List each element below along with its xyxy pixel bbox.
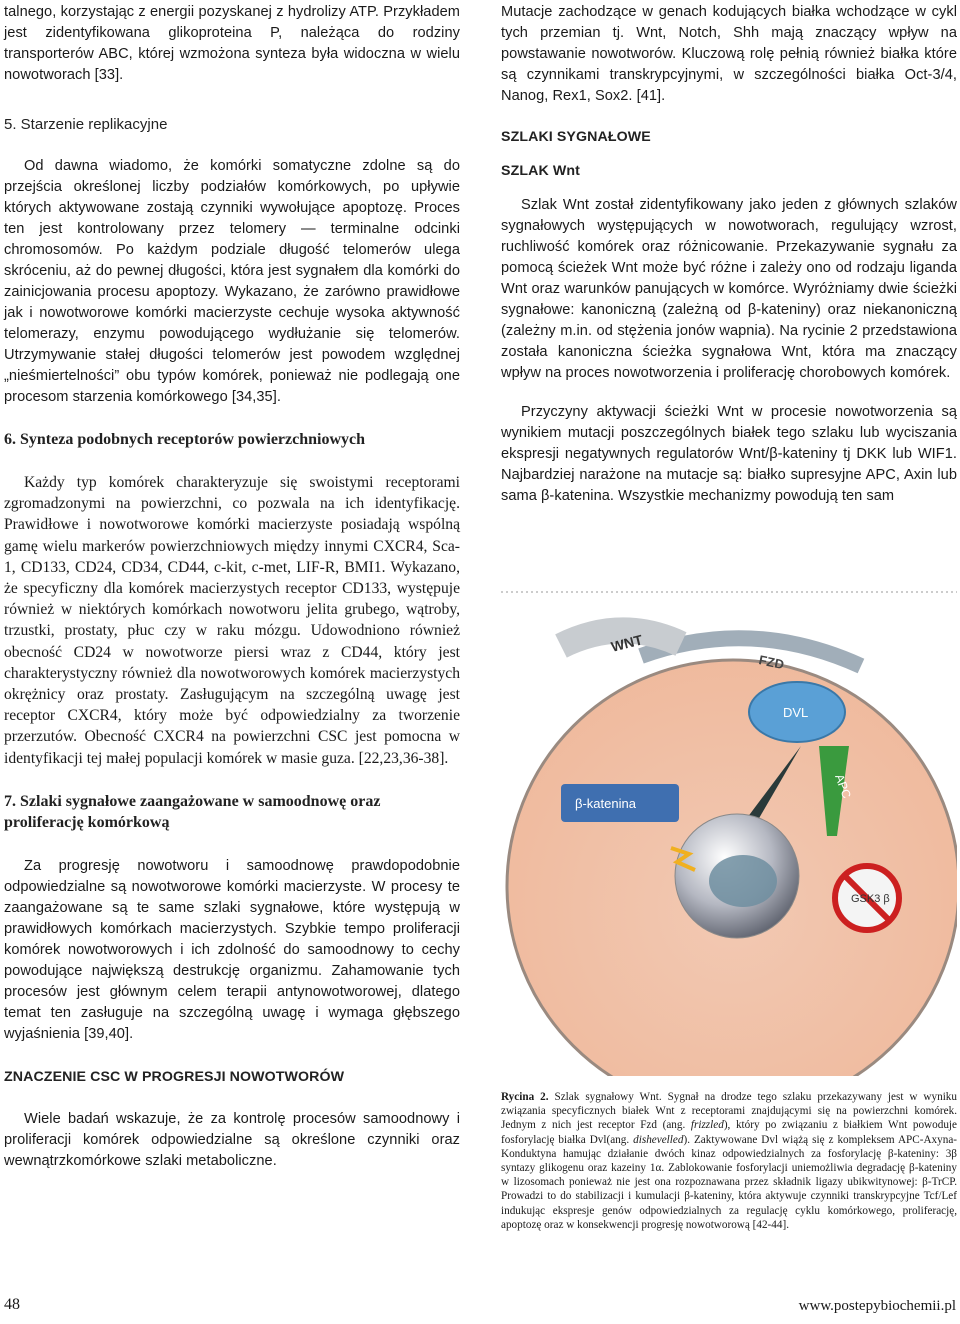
apc-label: APC [832, 772, 854, 801]
wnt-heading: SZLAK Wnt [501, 163, 580, 179]
chromatin [709, 855, 777, 907]
section-7-heading: 7. Szlaki sygnałowe zaangażowane w samoodnowę oraz proliferację komórkową [4, 792, 381, 831]
wnt-label: WNT [609, 631, 645, 655]
section-7-paragraph: Za progresję nowotworu i samoodnowę prawdopodobnie odpowiedzialne są nowotworowe komórki macierzyste. W procesy te zaangażowane są te same szlaki sygnałowe, które występują w prawidłowych komórkach macierzystych. Szybkie tempo proliferacji komórek nowotworowych i ich zdolność do samoodnowy to cechy powodujące największą destrukcję organizmu. Zahamowanie tych procesów jest głównym celem terapii antynowotworowej, dlatego temat ten zasługuje na szczególną uwagę i wymaga głębszego wyjaśnienia [39,40]. [4, 857, 460, 1042]
wnt-paragraph-2: Przyczyny aktywacji ścieżki Wnt w procesie nowotworzenia są wynikiem mutacji poszczególnych białek tego szlaku lub wyciszania ekspresji negatywnych regulatorów Wnt/β-kateniny tj DKK lub WIF1. Najbardziej narażone na mutacje są: białko supresyjne APC, Axin lub sama β-katenina. Wszystkie mechanizmy powodują ten sam [501, 404, 957, 504]
page-number: 48 [4, 1296, 20, 1313]
wnt-paragraph-1: Szlak Wnt został zidentyfikowany jako jeden z głównych szlaków sygnałowych występujących w nowotworach, regulujący wzrost, ruchliwość komórek oraz różnicowanie. Przekazywanie sygnału za pomocą ścieżek Wnt może być różne i zależy ono od rodzaju liganda Wnt oraz warunków panujących w komórce. Wyróżniamy dwie ścieżki sygnałowe: kanoniczną (zależną od β-kateniny) oraz niekanoniczną (zależny m.in. od stężenia jonów wapnia). Na rycinie 2 przedstawiona została kanoniczna ścieżka sygnałowa Wnt, która ma znaczący wpływ na proces nowotworzenia i proliferację chorobowych komórek. [501, 197, 957, 381]
csc-heading: ZNACZENIE CSC W PROGRESJI NOWOTWORÓW [4, 1068, 345, 1085]
szlaki-heading: SZLAKI SYGNAŁOWE [501, 129, 651, 145]
left-column [4, 0, 460, 1172]
caption-text-2: ), który po związaniu z białkiem Wnt powoduje fosforylację białka Dvl(ang. [501, 1119, 957, 1146]
wnt-pathway-diagram [501, 586, 957, 1076]
section-6-heading: 6. Synteza podobnych receptorów powierzchniowych [4, 431, 366, 448]
caption-italic-frizzled: frizzled [690, 1119, 724, 1132]
dvl-label: DVL [783, 705, 809, 720]
caption-italic-dishevelled: dishevelled [633, 1133, 684, 1146]
section-5-paragraph: Od dawna wiadomo, że komórki somatyczne zdolne są do przejścia określonej liczby podziałów komórkowych, po upływie których aktywowane zostają czynniki wywołujące apoptozę. Proces ten jest kontrolowany przez telomery — terminalne odcinki chromosomów. Po każdym podziale długość telomerów ulega skróceniu, aż do pewnej długości, która jest sygnałem dla komórki do zainicjowania procesu apoptozy. Wykazano, że zarówno prawidłowe jak i nowotworowe komórki macierzyste cechuje wysoka aktywność telomerazy, enzymu powodującego wydłużanie się telomerów. Utrzymywanie stałej długości telomerów jest powodem względnej „nieśmiertelności” obu typów komórek, ponieważ nie podlegają one procesom starzenia komórkowego [34,35]. [4, 158, 460, 405]
figure-caption [501, 1090, 957, 1232]
beta-catenin-label: β-katenina [575, 796, 636, 811]
right-column [501, 0, 957, 507]
csc-paragraph: Wiele badań wskazuje, że za kontrolę procesów samoodnowy i proliferacji komórek odpowiedzialne są określone czynniki oraz wewnątrzkomórkowe szlaki metaboliczne. [4, 1110, 460, 1169]
gsk-label: GSK3 β [851, 893, 890, 905]
fzd-label: FZD [757, 652, 786, 673]
section-5-heading: 5. Starzenie replikacyjne [4, 116, 168, 133]
caption-text-1: Szlak sygnałowy Wnt. Sygnał na drodze tego szlaku przekazywany jest w wyniku związania specyficznych białek Wnt z receptorami znajdującymi się na powierzchni komórek. Jednym z nich jest receptor Fzd (ang. [501, 1091, 957, 1132]
journal-url[interactable]: www.postepybiochemii.pl [798, 1298, 956, 1314]
wnt-pathway-figure [501, 586, 957, 1076]
intro-paragraph: talnego, korzystając z energii pozyskanej z hydrolizy ATP. Przykładem jest zidentyfikowana glikoproteina P, należąca do rodziny transporterów ABC, której wzmożona synteza była widoczna w wielu nowotworach [33]. [4, 4, 460, 83]
right-intro-paragraph: Mutacje zachodzące w genach kodujących białka wchodzące w cykl tych przemian tj. Wnt, Notch, Shh mają znaczący wpływ na powstawanie nowotworów. Kluczową rolę pełnią również białka które są czynnikami transkrypcyjnymi, w szczególności białka Oct-3/4, Nanog, Rex1, Sox2. [41]. [501, 4, 957, 104]
caption-label: Rycina 2. [501, 1091, 549, 1103]
caption-text-3: ). Zaktywowane Dvl wiążą się z kompleksem APC-Axyna-Konduktyna hamując działanie dwóch kinaz odpowiedzialnych za fosforylację β-kateniny: 3β syntazy glikogenu oraz kazeiny 1α. Zablokowanie fosforylacji uniemożliwia degradację β-kateniny w lizosomach ponieważ nie jest ona rozpoznawana przez składnik ligazy ubikwitynowej: β-TrCP. Prowadzi to do stabilizacji i kumulacji β-kateniny, która aktywuje czynniki transkrypcyjne Tcf/Lef indukując ekspresje genów odpowiedzialnych za regulację cyklu komórkowego, proliferację, apoptozę oraz w konsekwencji progresję nowotworową [42-44]. [501, 1133, 958, 1231]
section-6-paragraph: Każdy typ komórek charakteryzuje się swoistymi receptorami zgromadzonymi na powierzchni, co pozwala na ich identyfikację. Prawidłowe i nowotworowe komórki macierzyste posiadają wspólną gamę wielu markerów powierzchniowych między innymi CXCR4, Sca-1, CD133, CD24, CD34, CD44, c-kit, c-met, LIF-R, BMI1. Wykazano, że specyficzny dla komórek macierzystych receptor CD133, występuje również w niektórych komórkach nowotworu jelita grubego, wątroby, trzustki, prostaty, płuc czy w raku mózgu. Udowodniono również obecność CD24 w nowotworze piersi wraz z CD44, który jest charakterystyczny również dla nowotworowych komórek macierzystych okrężnicy oraz prostaty. Zasługującym na szczególną uwagę jest receptor CXCR4, który może być odpowiedzialny za tworzenie przerzutów. Obecność CXCR4 na powierzchni CSC jest pomocna w identyfikacji tej małej populacji komórek w masie guza. [22,23,36-38]. [4, 474, 460, 767]
